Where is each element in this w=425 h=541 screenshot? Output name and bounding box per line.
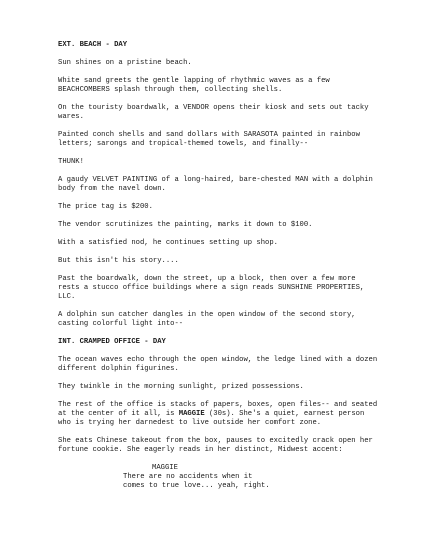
character-intro-name: MAGGIE — [178, 410, 205, 418]
action-line: THUNK! — [58, 158, 84, 166]
action-line: The vendor scrutinizes the painting, marks it down to $100. — [58, 221, 313, 229]
scene-heading-beach: EXT. BEACH - DAY — [58, 41, 128, 49]
action-line: White sand greets the gentle lapping of rhythmic waves as a few BEACHCOMBERS splash through them, collecting shells. — [58, 77, 330, 94]
character-cue: MAGGIE — [152, 464, 178, 472]
action-text: The rest of the office is stacks of papers, boxes, open files-- and seated at the center of it all, is — [58, 401, 378, 418]
action-line-maggie-intro — [58, 401, 378, 428]
scene-heading-office: INT. CRAMPED OFFICE - DAY — [58, 338, 166, 346]
action-line: The ocean waves echo through the open window, the ledge lined with a dozen different dolphin figurines. — [58, 356, 378, 373]
action-line: On the touristy boardwalk, a VENDOR opens their kiosk and sets out tacky wares. — [58, 104, 369, 121]
action-line: The price tag is $200. — [58, 203, 153, 211]
action-line: She eats Chinese takeout from the box, pauses to excitedly crack open her fortune cookie. She eagerly reads in her distinct, Midwest accent: — [58, 437, 373, 454]
action-line: A dolphin sun catcher dangles in the open window of the second story, casting colorful light into-- — [58, 311, 356, 328]
action-line: With a satisfied nod, he continues setting up shop. — [58, 239, 278, 247]
action-line: Painted conch shells and sand dollars with SARASOTA painted in rainbow letters; sarongs and tropical-themed towels, and finally-- — [58, 131, 360, 148]
action-line: Past the boardwalk, down the street, up a block, then over a few more rests a stucco office buildings where a sign reads SUNSHINE PROPERTIES, LLC. — [58, 275, 365, 301]
action-line: But this isn't his story.... — [58, 257, 179, 265]
screenplay-page — [58, 0, 378, 491]
action-line: Sun shines on a pristine beach. — [58, 59, 192, 67]
dialogue: There are no accidents when it comes to true love... yeah, right. — [123, 473, 270, 490]
action-line: A gaudy VELVET PAINTING of a long-haired, bare-chested MAN with a dolphin body from the navel down. — [58, 176, 373, 193]
action-text: (30s). She's a quiet, earnest person who is trying her darnedest to live outside her comfort zone. — [58, 410, 365, 427]
action-line: They twinkle in the morning sunlight, prized possessions. — [58, 383, 304, 391]
